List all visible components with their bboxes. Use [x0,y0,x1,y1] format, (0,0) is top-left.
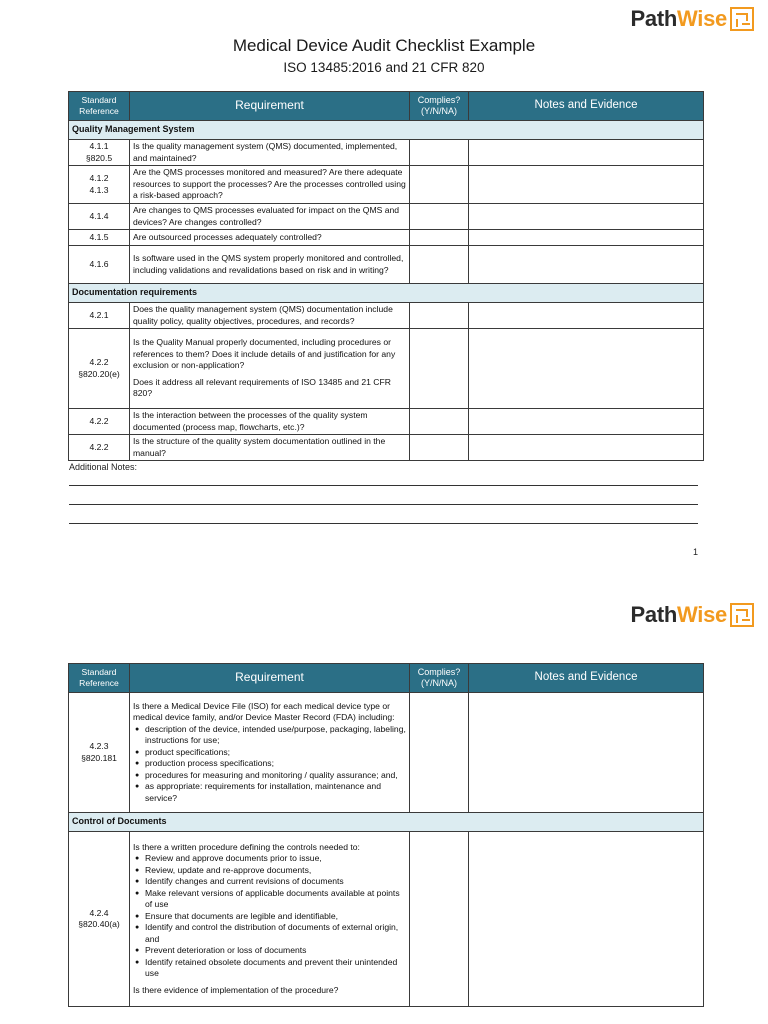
header-standard-reference: Standard Reference [69,92,130,121]
document-subtitle: ISO 13485:2016 and 21 CFR 820 [283,60,485,75]
requirement-cell [130,693,410,813]
table-row [69,693,704,813]
additional-notes-label: Additional Notes: [69,462,138,472]
list-item: ● Identify changes and current revisions of documents [145,876,406,888]
notes-cell[interactable] [469,435,704,461]
header-notes-evidence: Notes and Evidence [469,664,704,693]
section-heading: Quality Management System [69,121,704,140]
complies-cell[interactable] [410,832,469,1007]
header-requirement: Requirement [130,92,410,121]
complies-cell[interactable] [410,693,469,813]
requirement-cell: Is the interaction between the processes of the quality system documented (process map, flowcharts, etc.)? [130,409,410,435]
requirement-cell: Is software used in the QMS system properly monitored and controlled, including validations and revalidations based on risk and in writing? [130,246,410,284]
page-number: 1 [693,547,699,557]
list-item: ● as appropriate: requirements for installation, maintenance and service? [145,781,406,804]
list-item: ● product specifications; [145,747,406,759]
table-row [69,409,704,435]
notes-cell[interactable] [469,693,704,813]
complies-cell[interactable] [410,166,469,204]
list-item: ● Review, update and re-approve documents, [145,865,406,877]
list-item: ● production process specifications; [145,758,406,770]
requirement-text-2: Is there evidence of implementation of the procedure? [133,984,339,995]
document-title: Medical Device Audit Checklist Example [232,36,536,55]
header-complies: Complies? (Y/N/NA) [410,664,469,693]
list-item: ● Make relevant versions of applicable documents available at points of use [145,888,406,911]
list-item: ● Prevent deterioration or loss of documents [145,945,406,957]
complies-cell[interactable] [410,329,469,409]
ref-cell: 4.2.3 §820.181 [69,693,130,813]
pathwise-logo: Path Wise [631,602,754,628]
requirement-text: Is there a Medical Device File (ISO) for each medical device type or medical device family, and/or Device Master Record (FDA) including: [133,700,395,723]
table-row [69,140,704,166]
table-row [69,435,704,461]
requirement-cell [130,832,410,1007]
table-header-row [69,664,704,693]
notes-cell[interactable] [469,140,704,166]
ref-cell: 4.1.4 [69,204,130,230]
requirement-bullet-list [133,853,406,980]
requirement-cell: Are outsourced processes adequately controlled? [130,230,410,246]
checklist-table-page1 [68,91,704,461]
list-item: ● Identify and control the distribution of documents of external origin, and [145,922,406,945]
requirement-cell: Are changes to QMS processes evaluated for impact on the QMS and devices? Are changes controlled? [130,204,410,230]
list-item: ● Review and approve documents prior to issue, [145,853,406,865]
table-row [69,832,704,1007]
table-row [69,329,704,409]
complies-cell[interactable] [410,435,469,461]
maze-logo-icon [730,603,754,627]
requirement-bullet-list [133,724,406,805]
requirement-text-2: Does it address all relevant requirements of ISO 13485 and 21 CFR 820? [133,376,391,399]
list-item: ● Ensure that documents are legible and identifiable, [145,911,406,923]
complies-cell[interactable] [410,140,469,166]
maze-logo-icon [730,7,754,31]
list-item: ● procedures for measuring and monitoring / quality assurance; and, [145,770,406,782]
requirement-cell: Are the QMS processes monitored and measured? Are there adequate resources to support the processes? Are the processes controlled using a risk-based approach? [130,166,410,204]
complies-cell[interactable] [410,230,469,246]
table-row [69,166,704,204]
notes-cell[interactable] [469,409,704,435]
notes-cell[interactable] [469,329,704,409]
table-row [69,204,704,230]
requirement-cell: Is the structure of the quality system documentation outlined in the manual? [130,435,410,461]
header-complies: Complies? (Y/N/NA) [410,92,469,121]
requirement-cell: Does the quality management system (QMS) documentation include quality policy, quality objectives, procedures, and records? [130,303,410,329]
ref-cell: 4.2.4 §820.40(a) [69,832,130,1007]
ref-cell: 4.2.2 [69,409,130,435]
requirement-cell [130,329,410,409]
table-row [69,230,704,246]
notes-line[interactable] [69,485,698,486]
ref-cell: 4.2.2 [69,435,130,461]
notes-line[interactable] [69,504,698,505]
section-heading: Control of Documents [69,813,704,832]
notes-cell[interactable] [469,303,704,329]
ref-cell: 4.1.6 [69,246,130,284]
header-standard-reference: Standard Reference [69,664,130,693]
ref-cell: 4.1.2 4.1.3 [69,166,130,204]
table-row [69,303,704,329]
notes-cell[interactable] [469,230,704,246]
pathwise-logo: Path Wise [631,6,754,32]
requirement-text: Is there a written procedure defining the controls needed to: [133,841,360,852]
ref-cell: 4.1.5 [69,230,130,246]
notes-line[interactable] [69,523,698,524]
list-item: ● description of the device, intended use/purpose, packaging, labeling, instructions for use; [145,724,406,747]
header-notes-evidence: Notes and Evidence [469,92,704,121]
requirement-text: Is the Quality Manual properly documented, including procedures or references to them? Does it include details of and justification for any exclusion or non-application? [133,337,396,371]
notes-cell[interactable] [469,166,704,204]
section-heading: Documentation requirements [69,284,704,303]
ref-cell: 4.2.2 §820.20(e) [69,329,130,409]
notes-cell[interactable] [469,832,704,1007]
ref-cell: 4.1.1 §820.5 [69,140,130,166]
notes-cell[interactable] [469,204,704,230]
ref-cell: 4.2.1 [69,303,130,329]
header-requirement: Requirement [130,664,410,693]
complies-cell[interactable] [410,303,469,329]
complies-cell[interactable] [410,409,469,435]
list-item: ● Identify retained obsolete documents and prevent their unintended use [145,957,406,980]
checklist-table-page2 [68,663,704,1007]
complies-cell[interactable] [410,246,469,284]
complies-cell[interactable] [410,204,469,230]
requirement-cell: Is the quality management system (QMS) documented, implemented, and maintained? [130,140,410,166]
table-row [69,246,704,284]
table-header-row [69,92,704,121]
notes-cell[interactable] [469,246,704,284]
